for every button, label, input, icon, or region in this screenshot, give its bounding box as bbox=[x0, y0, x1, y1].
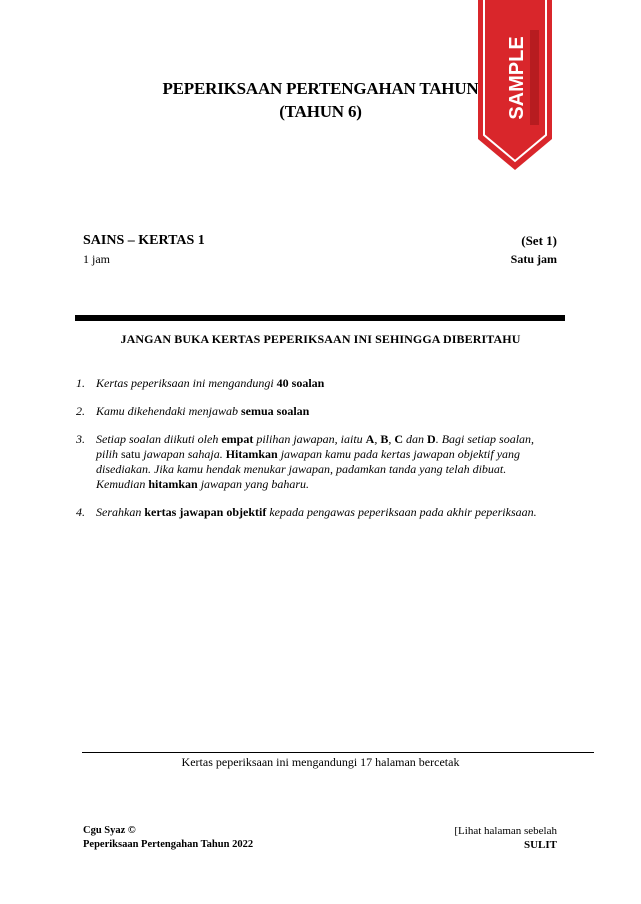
instruction-text: Serahkan kertas jawapan objektif kepada pengawas peperiksaan pada akhir peperiksaan. bbox=[96, 505, 537, 519]
classification-label: SULIT bbox=[523, 839, 557, 851]
exam-title: PEPERIKSAAN PERTENGAHAN TAHUN bbox=[162, 79, 479, 98]
instruction-text: Setiap soalan diikuti oleh empat pilihan jawapan, iaitu A, B, C dan D. Bagi setiap soalan, pilih satu jawapan sahaja. Hitamkan jawapan kamu pada kertas jawapan objektif yang disediakan. Jika kamu hendak menukar jawapan, padamkan tanda yang telah dibuat. Kemudian hitamkan jawapan yang baharu. bbox=[96, 432, 535, 491]
credit-block bbox=[83, 824, 253, 852]
exam-year-level: (TAHUN 6) bbox=[279, 102, 362, 121]
instruction-item bbox=[74, 376, 554, 391]
exam-set: (Set 1) bbox=[521, 233, 557, 248]
instruction-item bbox=[74, 505, 554, 520]
page-count-note: Kertas peperiksaan ini mengandungi 17 halaman bercetak bbox=[181, 755, 460, 769]
instruction-item bbox=[74, 432, 554, 492]
footer-divider bbox=[82, 752, 594, 753]
badge-text: SAMPLE bbox=[506, 36, 528, 120]
thick-divider bbox=[75, 315, 565, 321]
sample-badge bbox=[475, 0, 555, 172]
warning-notice: JANGAN BUKA KERTAS PEPERIKSAAN INI SEHINGGA DIBERITAHU bbox=[120, 332, 521, 346]
author-credit: Cgu Syaz © bbox=[83, 825, 136, 836]
instruction-list bbox=[74, 376, 554, 533]
instruction-number: 4. bbox=[76, 505, 85, 519]
instruction-text: Kertas peperiksaan ini mengandungi 40 soalan bbox=[96, 376, 325, 390]
exam-name-year: Peperiksaan Pertengahan Tahun 2022 bbox=[83, 839, 254, 850]
exam-duration-words: Satu jam bbox=[510, 252, 557, 266]
subject-name: SAINS – KERTAS 1 bbox=[83, 233, 205, 248]
next-page-block bbox=[454, 824, 557, 852]
instruction-item bbox=[74, 404, 554, 419]
instruction-text: Kamu dikehendaki menjawab semua soalan bbox=[96, 404, 310, 418]
instruction-number: 2. bbox=[76, 404, 85, 418]
instruction-number: 3. bbox=[76, 432, 85, 446]
badge-label-strip bbox=[530, 30, 539, 125]
instruction-number: 1. bbox=[76, 376, 85, 390]
exam-duration: 1 jam bbox=[83, 252, 110, 266]
next-page-note: [Lihat halaman sebelah bbox=[454, 825, 557, 837]
